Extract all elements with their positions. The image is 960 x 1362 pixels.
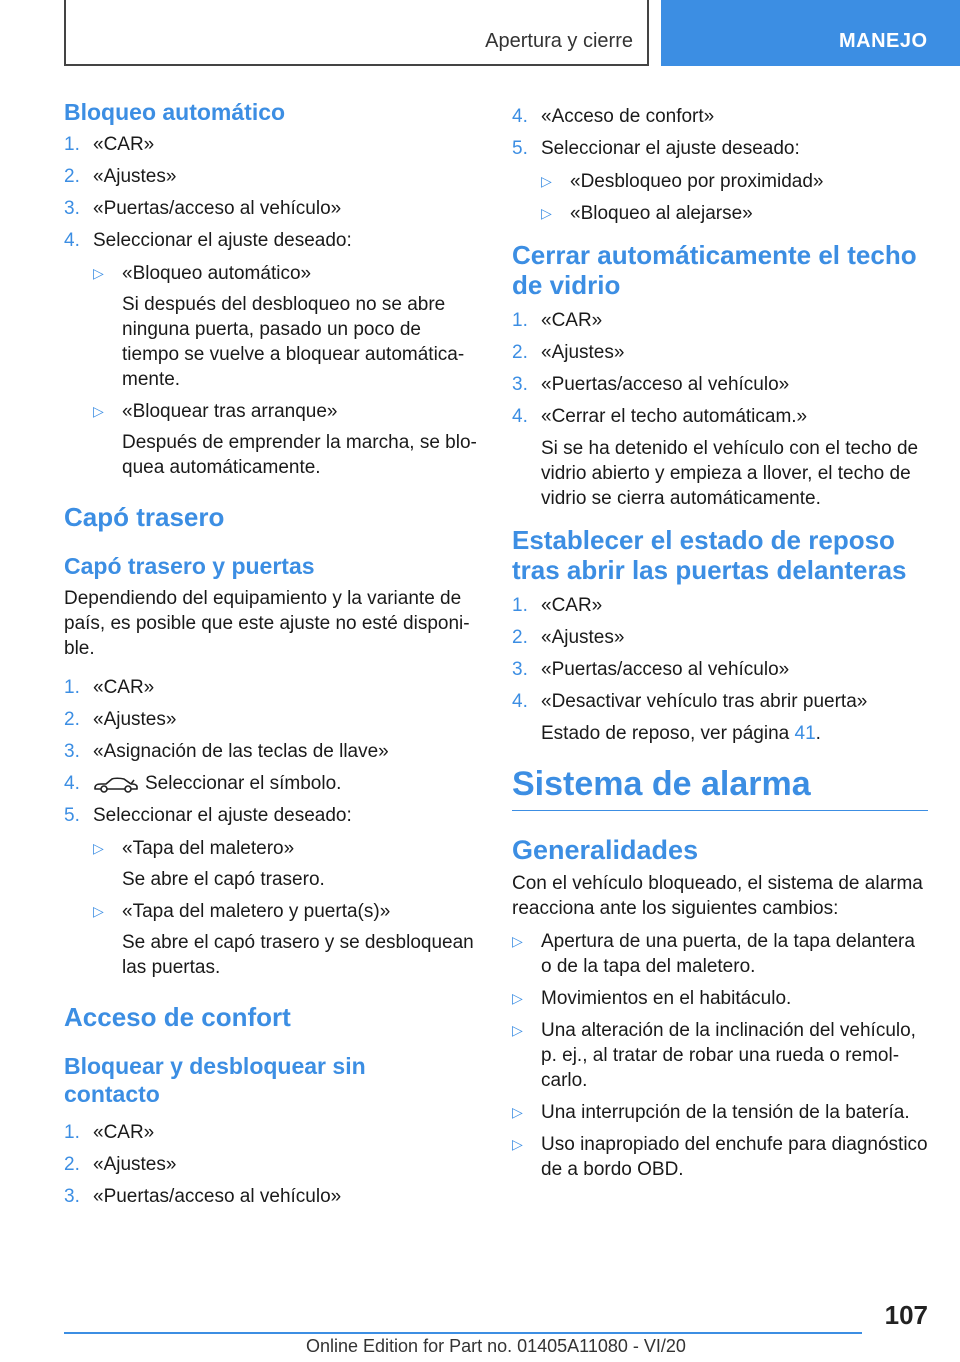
list-item: 1. «CAR»: [512, 310, 603, 331]
header-section-box: [64, 0, 649, 66]
heading-generalidades: Generalidades: [512, 835, 699, 865]
footer-edition: Online Edition for Part no. 01405A11080 - VI/20: [306, 1336, 686, 1356]
triangle-bullet-icon: ▷: [541, 173, 552, 189]
list-item: 3. «Puertas/acceso al vehículo»: [64, 1186, 342, 1207]
triangle-bullet-icon: ▷: [93, 265, 104, 281]
list-item: 1. «CAR»: [64, 1122, 155, 1143]
list-item: ▷ Una alteración de la inclinación del vehículo, p. ej., al tratar de robar una rueda o remol-carlo.: [512, 1020, 916, 1091]
list-item: ▷ Una interrupción de la tensión de la batería.: [512, 1102, 910, 1123]
car-icon: [93, 775, 139, 793]
list-item: 1. «CAR»: [64, 677, 155, 698]
list-item: 2. «Ajustes»: [64, 1154, 177, 1175]
triangle-bullet-icon: ▷: [541, 205, 552, 221]
page-number: 107: [884, 1300, 928, 1330]
list-item: ▷ «Bloquear tras arranque» Después de emprender la marcha, se blo-quea automáticamente.: [93, 401, 477, 478]
note-techo: Si se ha detenido el vehículo con el techo de vidrio abierto y empieza a llover, el techo de vidrio se cierra automáticamente.: [541, 438, 919, 509]
heading-cerrar-techo: Cerrar automáticamente el techo de vidrio: [512, 240, 917, 300]
list-item: 3. «Asignación de las teclas de llave»: [64, 741, 389, 762]
list-item: 3. «Puertas/acceso al vehículo»: [64, 198, 342, 219]
list-item: 1. «CAR»: [512, 595, 603, 616]
list-item: ▷ «Desbloqueo por proximidad»: [541, 171, 824, 192]
options-capo: [93, 836, 480, 980]
steps-reposo: [512, 593, 928, 746]
triangle-bullet-icon: ▷: [93, 840, 104, 856]
list-item: ▷ Apertura de una puerta, de la tapa delantera o de la tapa del maletero.: [512, 931, 915, 977]
header-chapter-title: MANEJO: [839, 30, 928, 52]
triangle-bullet-icon: ▷: [512, 1136, 523, 1152]
list-item: 2. «Ajustes»: [64, 166, 177, 187]
triangle-bullet-icon: ▷: [512, 1022, 523, 1038]
list-item: ▷ «Bloqueo al alejarse»: [541, 203, 753, 224]
heading-estado-reposo: Establecer el estado de reposo tras abrir las puertas delanteras: [512, 525, 907, 585]
list-alarma: [512, 929, 928, 1182]
heading-bloquear-desbloquear: Bloquear y desbloquear sin contacto: [64, 1053, 366, 1107]
list-item: 2. «Ajustes»: [64, 709, 177, 730]
list-item: 4. Seleccionar el símbolo.: [64, 773, 342, 794]
list-item: ▷ «Tapa del maletero y puerta(s)» Se abre el capó trasero y se desbloquean las puertas.: [93, 901, 474, 978]
list-item: 2. «Ajustes»: [512, 627, 625, 648]
triangle-bullet-icon: ▷: [512, 1104, 523, 1120]
steps-bloqueo: [64, 132, 480, 480]
list-item: 5. Seleccionar el ajuste deseado: ▷ «Desbloqueo por proximidad» ▷ «Bloqueo al alejarse»: [512, 136, 928, 226]
heading-bloqueo-automatico: Bloqueo automático: [64, 99, 286, 125]
list-item: ▷ «Bloqueo automático» Si después del desbloqueo no se abre ninguna puerta, pasado un poco de tiempo se vuelve a bloquear automática-mente.: [93, 263, 465, 390]
left-column: [64, 98, 480, 1216]
list-item: 4. «Acceso de confort»: [512, 106, 715, 127]
heading-sistema-alarma: Sistema de alarma: [512, 764, 928, 811]
heading-capo-trasero-puertas: Capó trasero y puertas: [64, 553, 315, 579]
heading-acceso-confort: Acceso de confort: [64, 1002, 291, 1032]
steps-confort-cont: [512, 104, 928, 226]
options-confort: [541, 169, 928, 226]
page-header: [0, 0, 960, 66]
paragraph-alarma-intro: Con el vehículo bloqueado, el sistema de alarma reacciona ante los siguientes cambios:: [512, 873, 923, 919]
list-item: 3. «Puertas/acceso al vehículo»: [512, 374, 790, 395]
list-item: 1. «CAR»: [64, 134, 155, 155]
triangle-bullet-icon: ▷: [93, 903, 104, 919]
list-item: 4. «Cerrar el techo automáticam.» Si se ha detenido el vehículo con el techo de vidrio abierto y empieza a llover, el techo de vidrio se cierra automáticamente.: [512, 404, 928, 511]
steps-capo: [64, 675, 480, 980]
triangle-bullet-icon: ▷: [512, 933, 523, 949]
steps-techo: [512, 308, 928, 511]
paragraph-capo-intro: Dependiendo del equipamiento y la variante de país, es posible que este ajuste no esté disponi-ble.: [64, 588, 470, 659]
list-item: ▷ Uso inapropiado del enchufe para diagnóstico de a bordo OBD.: [512, 1134, 928, 1180]
note-reposo: Estado de reposo, ver página 41.: [541, 723, 821, 744]
list-item: 2. «Ajustes»: [512, 342, 625, 363]
list-item: 4. Seleccionar el ajuste deseado: ▷ «Bloqueo automático» Si después del desbloqueo no se abre ninguna puerta, pasado un poco de tiempo se vuelve a bloquear automática-mente. ▷ «Bloquear tras arranque» Después de emprender la marcha, se blo-quea automáticamente.: [64, 228, 480, 480]
header-section-title: Apertura y cierre: [485, 30, 633, 52]
header-chapter-tab: [661, 0, 960, 66]
list-item: 4. «Desactivar vehículo tras abrir puerta» Estado de reposo, ver página 41.: [512, 689, 928, 746]
list-item: 5. Seleccionar el ajuste deseado: ▷ «Tapa del maletero» Se abre el capó trasero. ▷ «Tapa del maletero y puerta(s)» Se abre el capó trasero y se desbloquean las puertas.: [64, 803, 480, 980]
triangle-bullet-icon: ▷: [93, 403, 104, 419]
steps-confort: [64, 1120, 480, 1209]
list-item: ▷ Movimientos en el habitáculo.: [512, 988, 792, 1009]
triangle-bullet-icon: ▷: [512, 990, 523, 1006]
options-bloqueo: [93, 261, 480, 480]
right-column: [512, 98, 928, 1189]
heading-capo-trasero: Capó trasero: [64, 502, 225, 532]
list-item: ▷ «Tapa del maletero» Se abre el capó trasero.: [93, 838, 325, 890]
footer-divider: [64, 1332, 862, 1334]
page-reference-link[interactable]: 41: [794, 723, 816, 744]
list-item: 3. «Puertas/acceso al vehículo»: [512, 659, 790, 680]
